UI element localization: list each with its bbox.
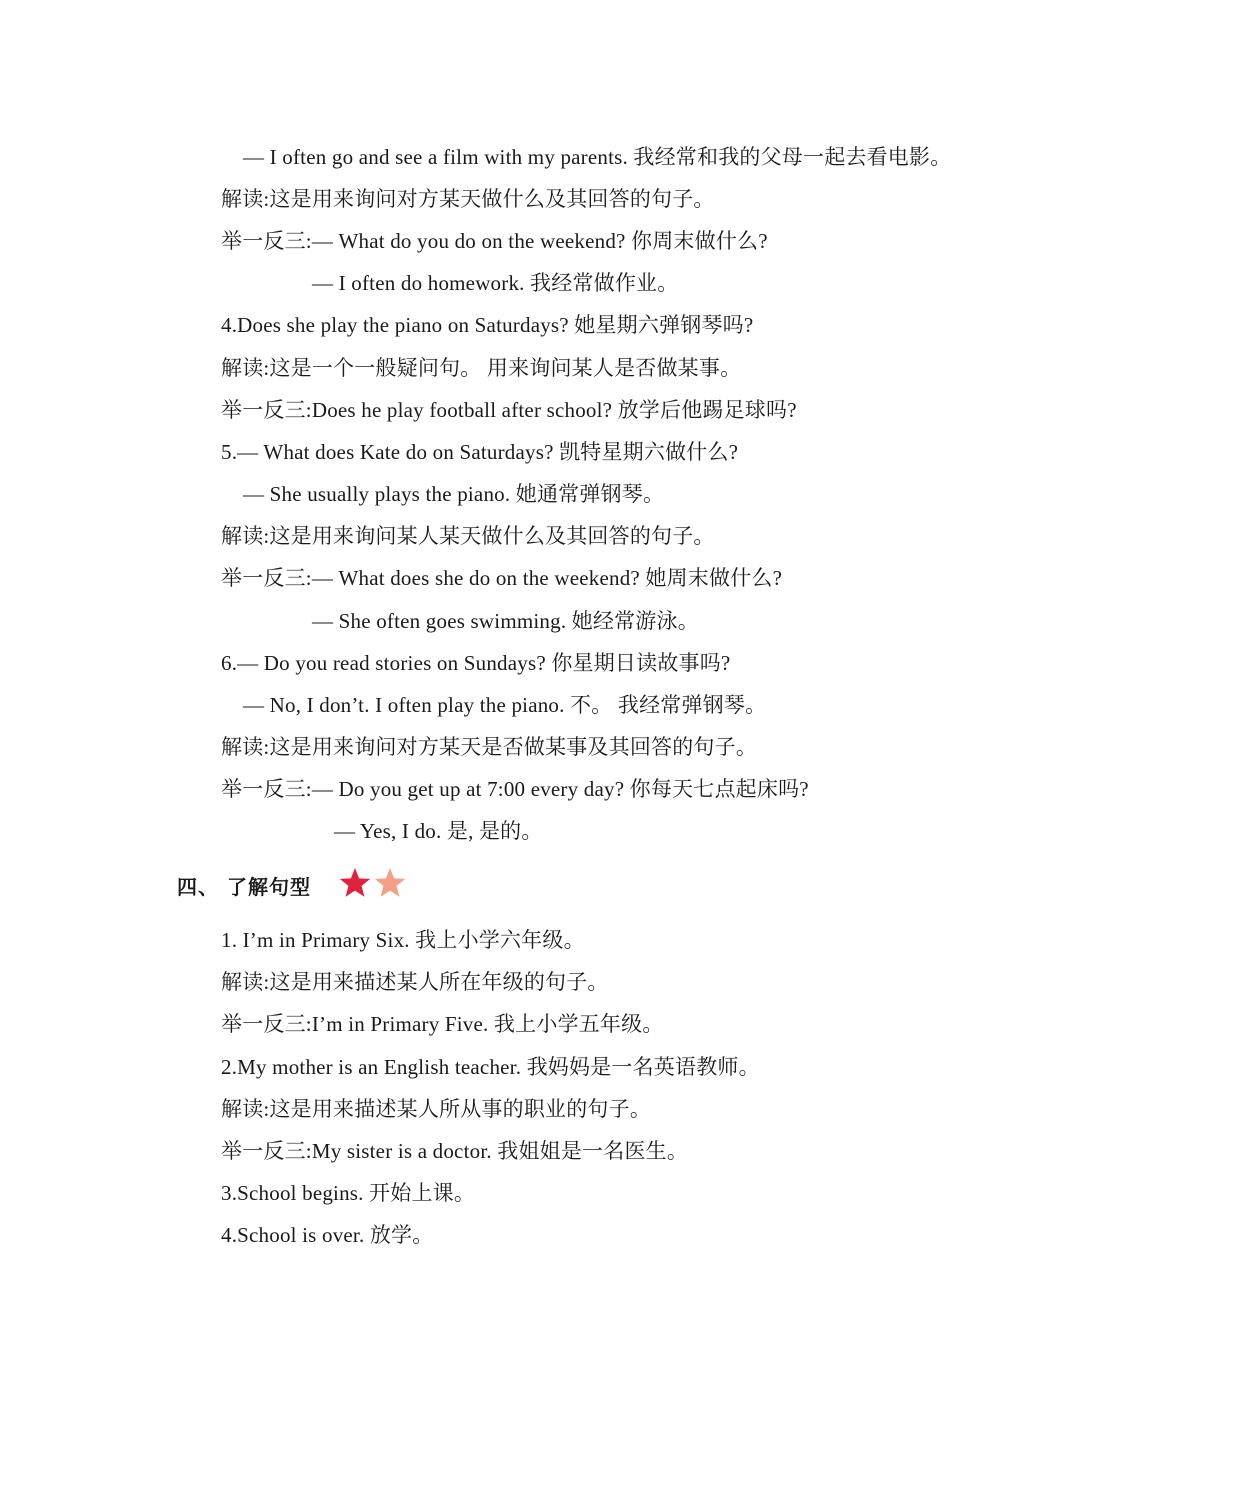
example-answer-line: — Yes, I do. 是, 是的。 bbox=[334, 819, 543, 843]
example-line: 举一反三:Does he play football after school? 放学后他踢足球吗? bbox=[221, 398, 797, 422]
example-line: 举一反三:I’m in Primary Five. 我上小学五年级。 bbox=[221, 1012, 664, 1036]
answer-line: — No, I don’t. I often play the piano. 不。 我经常弹钢琴。 bbox=[243, 693, 767, 717]
sentence-line: 4.Does she play the piano on Saturdays? 她星期六弹钢琴吗? bbox=[221, 313, 754, 337]
answer-line: — She usually plays the piano. 她通常弹钢琴。 bbox=[243, 482, 665, 506]
sentence-line: 5.— What does Kate do on Saturdays? 凯特星期六做什么? bbox=[221, 440, 739, 464]
example-answer-line: — She often goes swimming. 她经常游泳。 bbox=[312, 609, 699, 633]
difficulty-stars bbox=[338, 866, 412, 900]
example-line: 举一反三:— Do you get up at 7:00 every day? 你每天七点起床吗? bbox=[221, 777, 809, 801]
example-line: 举一反三:My sister is a doctor. 我姐姐是一名医生。 bbox=[221, 1139, 689, 1163]
explanation-line: 解读:这是用来描述某人所在年级的句子。 bbox=[221, 970, 609, 994]
explanation-line: 解读:这是用来询问对方某天是否做某事及其回答的句子。 bbox=[221, 735, 758, 759]
explanation-line: 解读:这是用来询问某人某天做什么及其回答的句子。 bbox=[221, 524, 715, 548]
star-icon bbox=[340, 868, 370, 897]
sentence-line: 2.My mother is an English teacher. 我妈妈是一名英语教师。 bbox=[221, 1055, 760, 1079]
explanation-line: 解读:这是一个一般疑问句。 用来询问某人是否做某事。 bbox=[221, 356, 742, 380]
explanation-line: 解读:这是用来描述某人所从事的职业的句子。 bbox=[221, 1097, 652, 1121]
example-line: 举一反三:— What do you do on the weekend? 你周末做什么? bbox=[221, 229, 768, 253]
sentence-line: 3.School begins. 开始上课。 bbox=[221, 1181, 476, 1205]
example-answer-line: — I often do homework. 我经常做作业。 bbox=[312, 271, 679, 295]
answer-line: — I often go and see a film with my parents. 我经常和我的父母一起去看电影。 bbox=[243, 145, 952, 169]
sentence-line: 6.— Do you read stories on Sundays? 你星期日读故事吗? bbox=[221, 651, 731, 675]
sentence-line: 4.School is over. 放学。 bbox=[221, 1223, 434, 1247]
sentence-line: 1. I’m in Primary Six. 我上小学六年级。 bbox=[221, 928, 585, 952]
example-line: 举一反三:— What does she do on the weekend? 她周末做什么? bbox=[221, 566, 783, 590]
star-icon bbox=[375, 868, 405, 897]
section-heading: 四、 了解句型 bbox=[177, 875, 311, 899]
explanation-line: 解读:这是用来询问对方某天做什么及其回答的句子。 bbox=[221, 187, 715, 211]
